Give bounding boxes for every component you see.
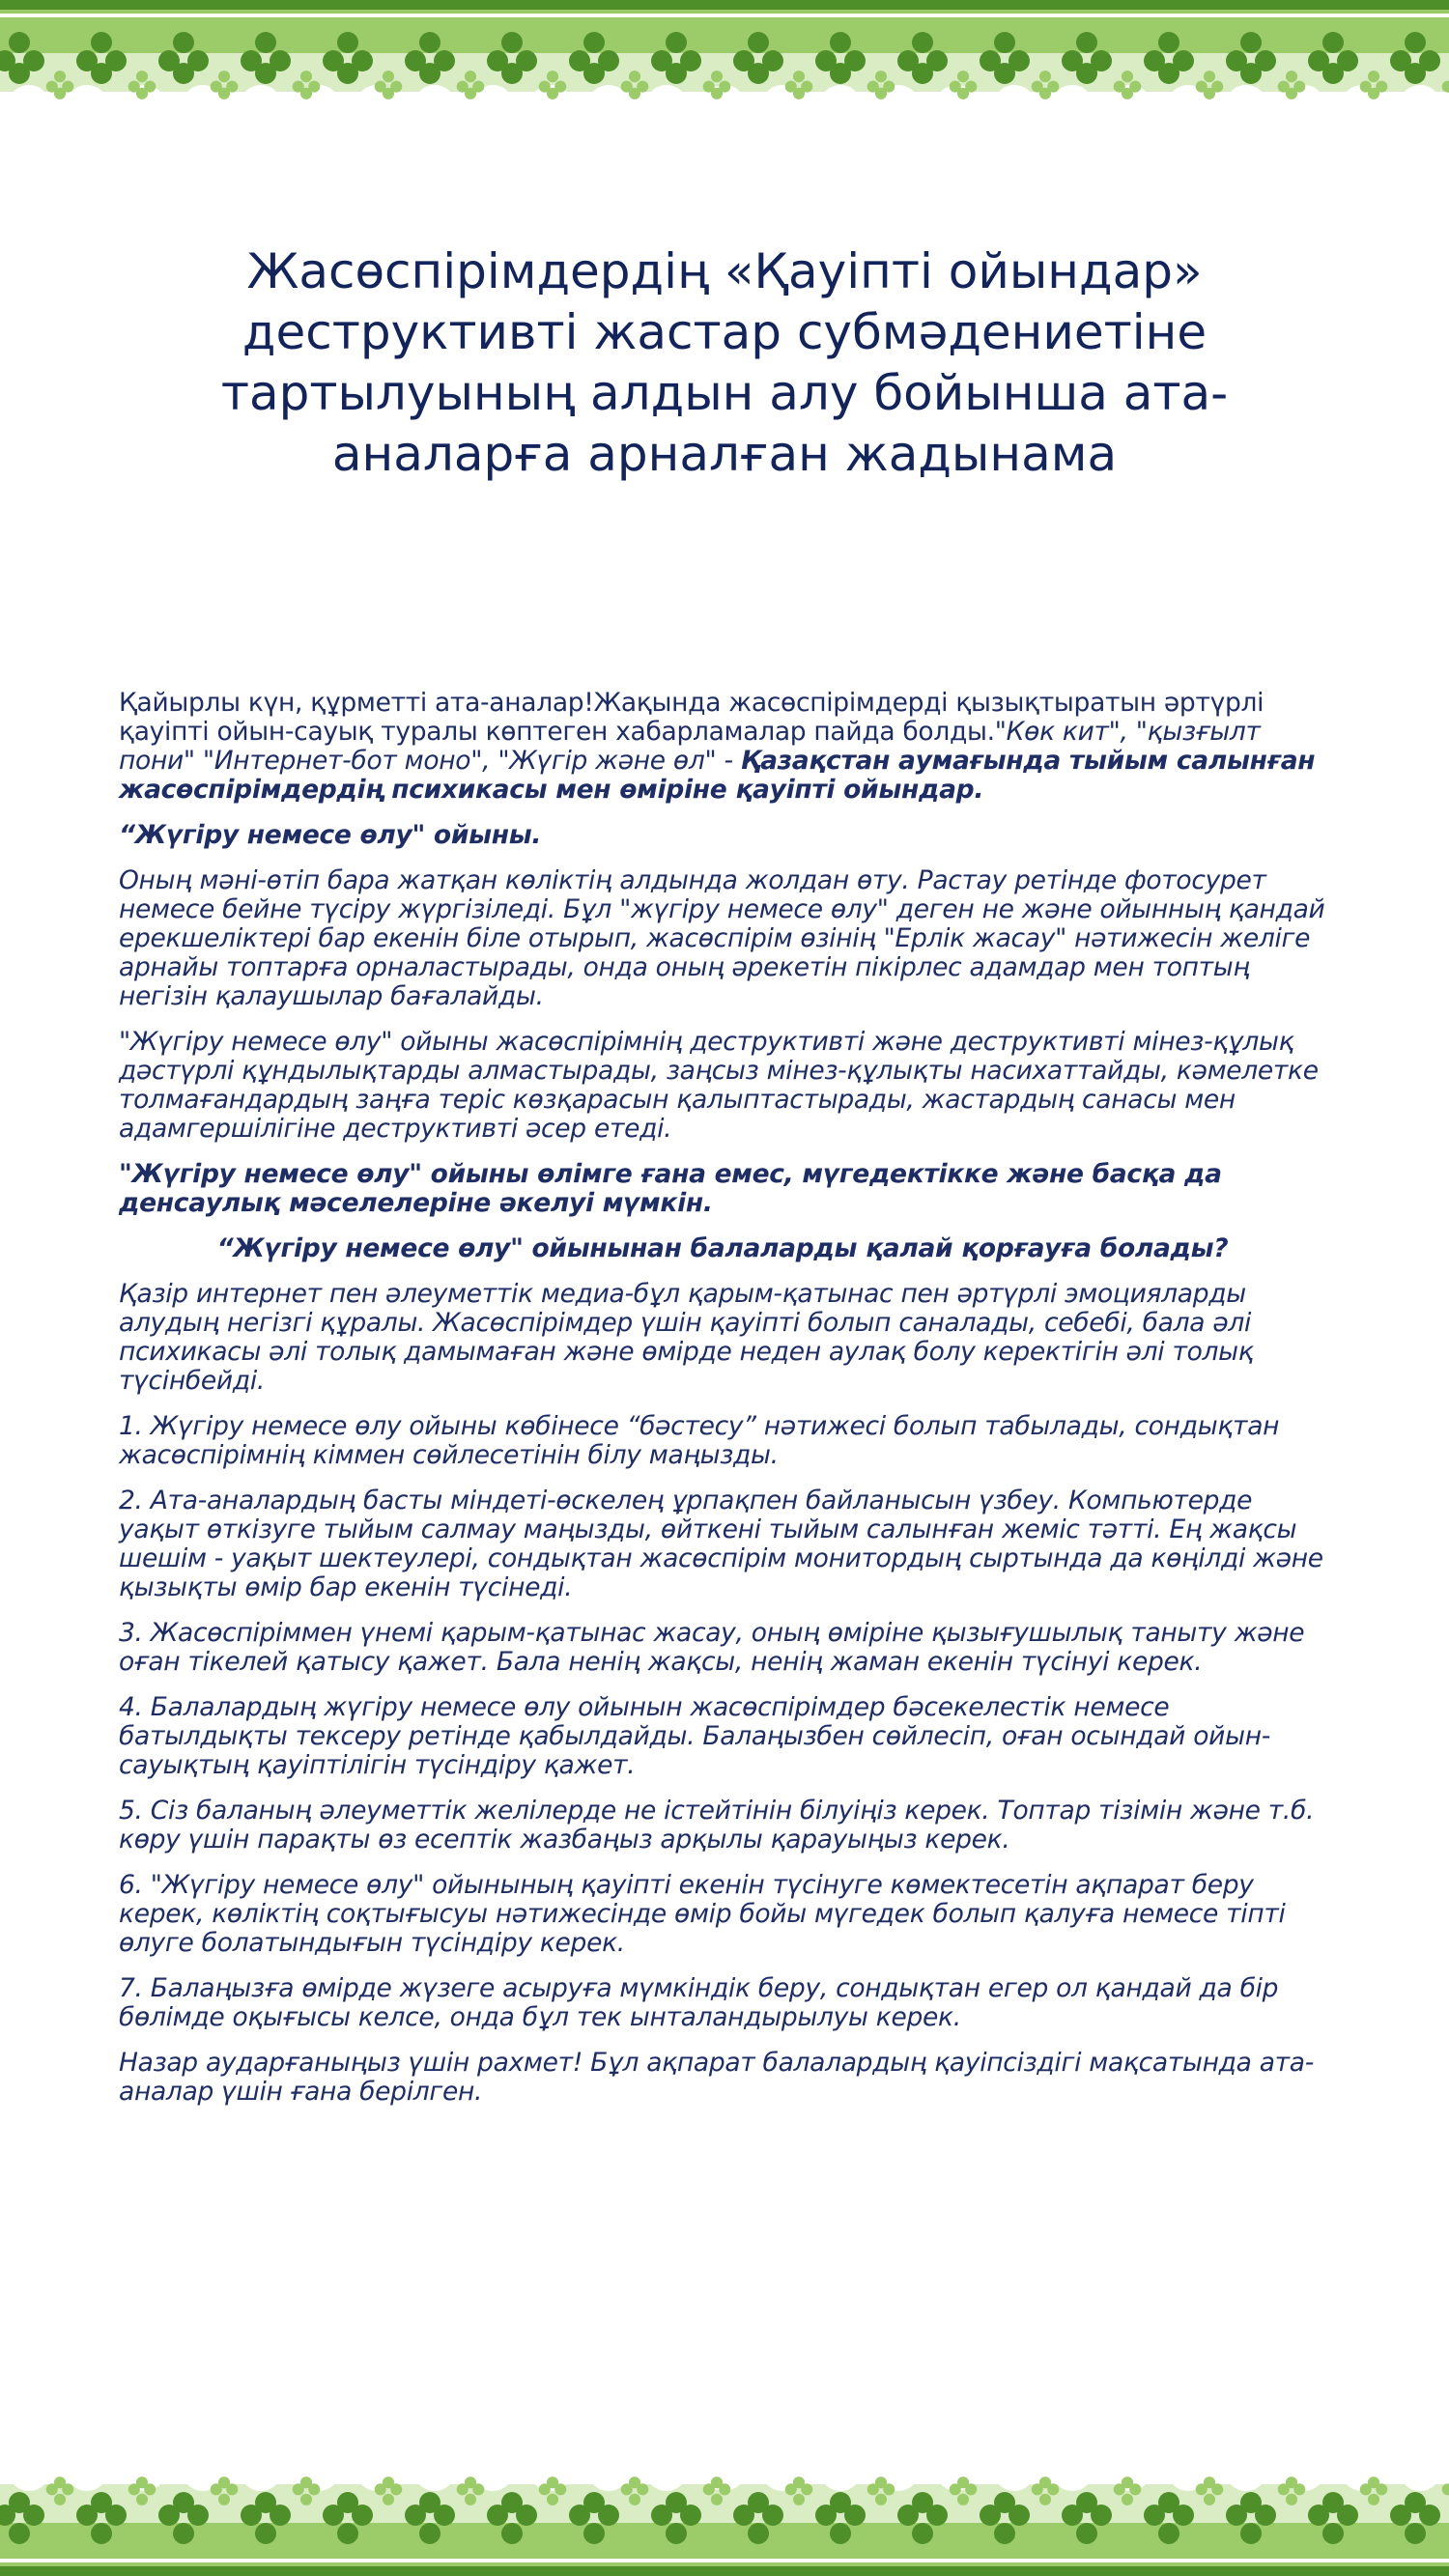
memo-body [119,689,1326,2123]
internet-paragraph: Қазір интернет пен әлеуметтік медиа-бұл қарым-қатынас пен әртүрлі эмоцияларды алудың негізгі құралы. Жасөспірімдер үшін қауіпті болып саналады, себебі, бала әлі психикасы әлі толық дамымаған және өмірде неден аулақ болу керектігін әлі толық түсінбейді. [119,1279,1254,1396]
top-border-svg [0,0,1449,135]
intro-bold-statement: Қазақстан аумағында тыйым салынған жасөспірімдердің психикасы мен өміріне қауіпті ойындар. [119,746,1316,805]
game-description-paragraph: Оның мәні-өтіп бара жатқан көліктің алдында жолдан өту. Растау ретінде фотосурет немесе бейне түсіру жүргізіледі. Бұл "жүгіру немесе өлу" деген не және ойынның қандай ерекшеліктері бар екенін біле отырып, жасөспірім өзінің "Ерлік жасау" нәтижесін желіге арнайы топтарға орналастырады, онда оның әрекетін пікірлес адамдар мен топтың негізін қалаушылар бағалайды. [119,865,1325,1011]
warning-statement: "Жүгіру немесе өлу" ойыны өлімге ғана емес, мүгедектікке және басқа да денсаулық мәселелеріне әкелуі мүмкін. [119,1159,1222,1218]
intro-text: Қайырлы күн, құрметті ата-аналар!Жақында жасөспірімдерді қызықтыратын әртүрлі қауіпті ойын-сауық туралы көптеген хабарламалар пайда болды. [119,688,1264,747]
protect-heading: “Жүгіру немесе өлу" ойынынан балаларды қалай қорғауға болады? [216,1233,1229,1263]
tip-item: 4. Балалардың жүгіру немесе өлу ойынын жасөспірімдер бәсекелестік немесе батылдықты тексеру ретінде қабылдайды. Балаңызбен сөйлесіп, оған осындай ойын-сауықтың қауіптілігін түсіндіру қажет. [119,1692,1270,1780]
tip-item: 7. Балаңызға өмірде жүзеге асыруға мүмкіндік беру, сондықтан егер ол қандай да бір бөлімде оқығысы келсе, онда бұл тек ынталандырылуы керек. [119,1973,1279,2032]
game-heading: “Жүгіру немесе өлу" ойыны. [119,820,542,850]
intro-games: "Көк кит", "қызғылт пони" "Интернет-бот моно", "Жүгір және өл" - [119,717,1261,776]
tip-item: 1. Жүгіру немесе өлу ойыны көбінесе “бәстесу” нәтижесі болып табылады, сондықтан жасөспірімнің кіммен сөйлесетінін білу маңызды. [119,1411,1280,1470]
tip-item: 3. Жасөспіріммен үнемі қарым-қатынас жасау, оның өміріне қызығушылық таныту және оған тікелей қатысу қажет. Бала ненің жақсы, ненің жаман екенін түсінуі керек. [119,1618,1305,1677]
bottom-border-svg [0,2441,1449,2576]
intro-paragraph [119,689,1326,805]
top-border-decoration [0,0,1449,135]
tip-item: 2. Ата-аналардың басты міндеті-өскелең ұрпақпен байланысын үзбеу. Компьютерде уақыт өткізуге тыйым салмау маңызды, өйткені тыйым салынған жеміс тәтті. Ең жақсы шешім - уақыт шектеулері, сондықтан жасөспірім монитордың сыртында да көңілді және қызықты өмір бар екенін түсінеді. [119,1486,1323,1602]
page-title: Жасөспірімдердің «Қауіпті ойындар» деструктивті жастар субмәдениетіне тартылуының алдын алу бойынша ата-аналарға арналған жадынама [220,243,1229,482]
game-effects-paragraph: "Жүгіру немесе өлу" ойыны жасөспірімнің деструктивті және деструктивті мінез-құлық дәстүрлі құндылықтарды алмастырады, заңсыз мінез-құлықты насихаттайды, кәмелетке толмағандардың заңға теріс көзқарасын қалыптастырады, жастардың санасы мен адамгершілігіне деструктивті әсер етеді. [119,1027,1319,1144]
bottom-border-decoration [0,2441,1449,2576]
tip-item: 5. Сіз баланың әлеуметтік желілерде не істейтінін білуіңіз керек. Топтар тізімін және т.б. көру үшін парақты өз есептік жазбаңыз арқылы қарауыңыз керек. [119,1796,1315,1854]
closing-paragraph: Назар аударғаныңыз үшін рахмет! Бұл ақпарат балалардың қауіпсіздігі мақсатында ата-аналар үшін ғана берілген. [119,2048,1314,2107]
tip-item: 6. "Жүгіру немесе өлу" ойынының қауіпті екенін түсінуге көмектесетін ақпарат беру керек, көліктің соқтығысуы нәтижесінде өмір бойы мүгедек болып қалуға немесе тіпті өлуге болатындығын түсіндіру керек. [119,1870,1286,1958]
